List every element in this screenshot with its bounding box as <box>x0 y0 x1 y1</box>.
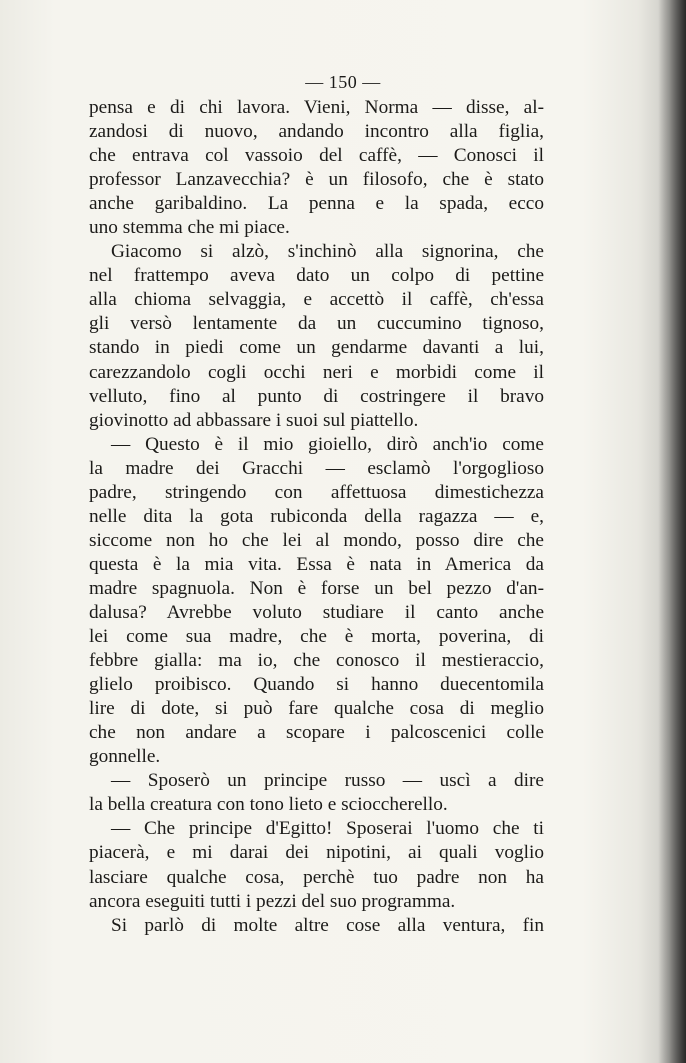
text-line: glielo proibisco. Quando si hanno duecentomila <box>89 674 544 696</box>
text-line: Si parlò di molte altre cose alla ventura, fin <box>111 914 544 936</box>
text-line: zandosi di nuovo, andando incontro alla figlia, <box>89 121 544 143</box>
page-number: — 150 — <box>305 72 381 92</box>
body-text <box>89 96 544 938</box>
text-line: lei come sua madre, che è morta, poverina, di <box>89 626 544 648</box>
text-line: ancora eseguiti tutti i pezzi del suo programma. <box>89 890 456 912</box>
text-line: questa è la mia vita. Essa è nata in America da <box>89 553 544 575</box>
text-line: gonnelle. <box>89 746 161 768</box>
text-line: pensa e di chi lavora. Vieni, Norma — disse, al- <box>89 97 544 118</box>
text-line: — Sposerò un principe russo — uscì a dire <box>111 770 544 792</box>
text-line: giovinotto ad abbassare i suoi sul piattello. <box>89 409 419 431</box>
text-line: dalusa? Avrebbe voluto studiare il canto anche <box>89 601 544 623</box>
text-line: che non andare a scopare i palcoscenici colle <box>89 722 544 744</box>
text-line: alla chioma selvaggia, e accettò il caffè, ch'essa <box>89 289 544 311</box>
text-line: nelle dita la gota rubiconda della ragazza — e, <box>89 505 544 527</box>
text-line: lire di dote, si può fare qualche cosa di meglio <box>89 698 544 720</box>
page-edge-shadow <box>658 0 686 1063</box>
text-line: lasciare qualche cosa, perchè tuo padre non ha <box>89 866 544 888</box>
text-line: padre, stringendo con affettuosa dimestichezza <box>89 481 544 503</box>
text-line: febbre gialla: ma io, che conosco il mestieraccio, <box>89 650 544 672</box>
text-line: gli versò lentamente da un cuccumino tignoso, <box>89 313 544 335</box>
text-line: — Che principe d'Egitto! Sposerai l'uomo che ti <box>111 818 544 840</box>
text-line: uno stemma che mi piace. <box>89 217 290 239</box>
text-line: madre spagnuola. Non è forse un bel pezzo d'an- <box>89 577 544 599</box>
text-line: piacerà, e mi darai dei nipotini, ai quali voglio <box>89 842 544 864</box>
text-line: anche garibaldino. La penna e la spada, ecco <box>89 193 544 215</box>
text-line: che entrava col vassoio del caffè, — Conosci il <box>89 145 544 167</box>
text-line: professor Lanzavecchia? è un filosofo, che è stato <box>89 169 544 191</box>
text-line: la bella creatura con tono lieto e scioccherello. <box>89 794 448 816</box>
text-line: — Questo è il mio gioiello, dirò anch'io come <box>111 433 544 455</box>
text-line: la madre dei Gracchi — esclamò l'orgoglioso <box>89 457 544 479</box>
text-line: nel frattempo aveva dato un colpo di pettine <box>89 265 544 287</box>
text-line: stando in piedi come un gendarme davanti a lui, <box>89 337 544 359</box>
text-line: velluto, fino al punto di costringere il bravo <box>89 385 544 407</box>
text-line: Giacomo si alzò, s'inchinò alla signorina, che <box>111 241 544 263</box>
text-line: carezzandolo cogli occhi neri e morbidi come il <box>89 361 544 383</box>
text-line: siccome non ho che lei al mondo, posso dire che <box>89 529 544 551</box>
